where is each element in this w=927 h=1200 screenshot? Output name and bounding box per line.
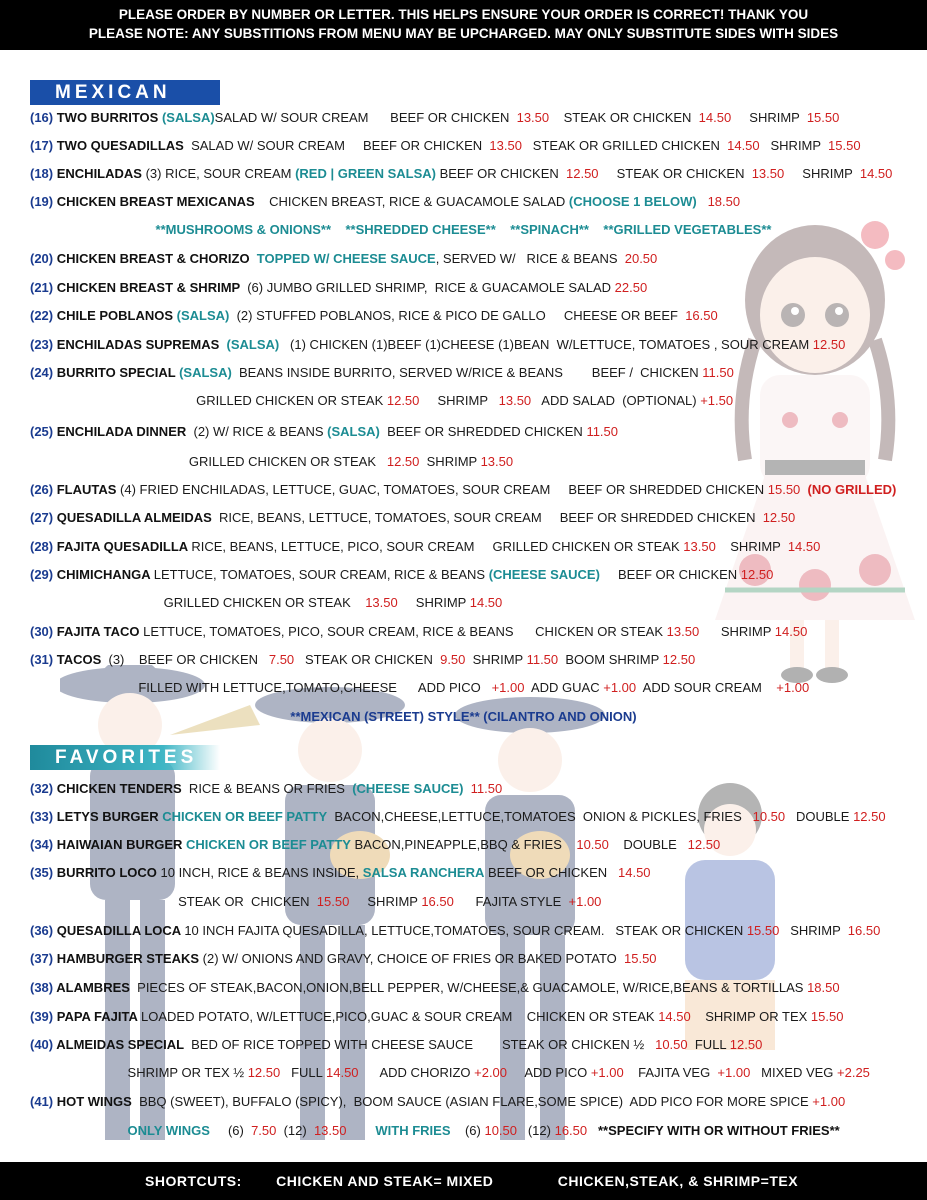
item-price: +1.00: [590, 1065, 624, 1080]
item-price: 10.50: [484, 1123, 518, 1138]
item-price: 12.50: [687, 837, 721, 852]
item-text: LETTUCE, TOMATOES, SOUR CREAM, RICE & BEANS: [153, 567, 489, 582]
item-number: (20): [30, 251, 54, 266]
item-price: 12.50: [386, 454, 420, 469]
item-text: DOUBLE: [608, 837, 688, 852]
menu-line: [30, 249, 657, 269]
item-text: SHRIMP: [419, 454, 481, 469]
item-price: 14.50: [658, 1009, 691, 1024]
item-name: BURRITO SPECIAL: [53, 365, 180, 380]
item-text: [697, 194, 708, 209]
item-price: +1.00: [776, 680, 810, 695]
item-text: GRILLED CHICKEN OR STEAK: [30, 595, 366, 610]
item-number: (25): [30, 424, 54, 439]
item-name: FLAUTAS: [53, 482, 121, 497]
item-number: (32): [30, 781, 54, 796]
item-text: RICE & BEANS OR FRIES: [185, 781, 353, 796]
item-text: FULL: [280, 1065, 326, 1080]
item-text: STEAK OR CHICKEN: [30, 894, 317, 909]
item-price: 14.50: [618, 865, 651, 880]
item-text: SHRIMP: [759, 138, 829, 153]
item-text: (4) FRIED ENCHILADAS, LETTUCE, GUAC, TOMATOES, SOUR CREAM BEEF OR SHREDDED CHICKEN: [120, 482, 768, 497]
item-option: (CHEESE SAUCE): [352, 781, 464, 796]
item-price: 12.50: [566, 166, 599, 181]
item-text: (6): [450, 1123, 485, 1138]
item-price: 20.50: [624, 251, 658, 266]
item-text: (3) RICE, SOUR CREAM: [145, 166, 296, 181]
item-price: 14.50: [774, 624, 808, 639]
item-price: +2.25: [837, 1065, 870, 1080]
menu-line: [30, 978, 840, 998]
menu-line: [30, 949, 657, 969]
item-number: (29): [30, 567, 54, 582]
item-price: 18.50: [807, 980, 840, 995]
item-text: RICE, BEANS, LETTUCE, PICO, SOUR CREAM GRILLED CHICKEN OR STEAK: [191, 539, 684, 554]
menu-line: [30, 650, 695, 670]
item-option: WITH FRIES: [375, 1123, 451, 1138]
item-price: 11.50: [702, 365, 734, 380]
item-text: SHRIMP OR TEX: [690, 1009, 811, 1024]
item-text: BACON,PINEAPPLE,BBQ & FRIES: [350, 837, 577, 852]
item-name: HOT WINGS: [53, 1094, 136, 1109]
item-name: CHICKEN TENDERS: [53, 781, 186, 796]
item-price: 12.50: [740, 567, 774, 582]
item-text: [587, 1123, 598, 1138]
item-name: QUESADILLA LOCA: [53, 923, 185, 938]
menu-line: [30, 278, 647, 298]
item-text: BEANS INSIDE BURRITO, SERVED W/RICE & BEANS BEEF / CHICKEN: [231, 365, 703, 380]
item-price: 10.50: [576, 837, 609, 852]
item-price: 13.50: [365, 595, 398, 610]
item-price: 13.50: [313, 1123, 347, 1138]
item-price: 12.50: [812, 337, 846, 352]
item-number: (38): [30, 980, 54, 995]
item-text: FAJITA VEG: [623, 1065, 718, 1080]
item-text: SALAD W/ SOUR CREAM BEEF OR CHICKEN: [187, 138, 490, 153]
item-number: (27): [30, 510, 54, 525]
item-number: (26): [30, 482, 54, 497]
menu-line: [30, 892, 601, 912]
notice-line-1: PLEASE ORDER BY NUMBER OR LETTER. THIS HELPS ENSURE YOUR ORDER IS CORRECT! THANK YOU: [118, 7, 809, 22]
item-text: GRILLED CHICKEN OR STEAK: [30, 393, 387, 408]
menu-line: [30, 335, 845, 355]
top-notice-bar: [0, 0, 927, 50]
menu-line: [30, 1092, 845, 1112]
item-text: [30, 1123, 128, 1138]
item-number: (22): [30, 308, 54, 323]
item-text: ADD SOUR CREAM: [636, 680, 777, 695]
section-header-favorites: FAVORITES: [30, 745, 220, 770]
item-price: 9.50: [440, 652, 466, 667]
item-text: PIECES OF STEAK,BACON,ONION,BELL PEPPER, W/CHEESE,& GUACAMOLE, W/RICE,BEANS & TORTILLAS: [133, 980, 808, 995]
item-price: 13.50: [516, 110, 550, 125]
item-text: ADD CHORIZO: [358, 1065, 475, 1080]
item-price: 11.50: [586, 424, 619, 439]
item-price: 7.50: [251, 1123, 277, 1138]
item-number: (41): [30, 1094, 54, 1109]
item-text: SHRIMP: [779, 923, 848, 938]
item-number: (30): [30, 624, 54, 639]
item-price: 16.50: [685, 308, 718, 323]
item-option: (CHOOSE 1 BELOW): [568, 194, 697, 209]
item-price: 16.50: [554, 1123, 588, 1138]
item-price: 15.50: [810, 1009, 844, 1024]
item-option: (SALSA): [222, 337, 280, 352]
item-name: **SPECIFY WITH OR WITHOUT FRIES**: [597, 1123, 840, 1138]
item-name: ALAMBRES: [53, 980, 134, 995]
item-text: [347, 1123, 376, 1138]
item-price: 12.50: [729, 1037, 763, 1052]
item-text: (2) STUFFED POBLANOS, RICE & PICO DE GALLO CHEESE OR BEEF: [229, 308, 686, 323]
item-name: TACOS: [53, 652, 105, 667]
item-number: (28): [30, 539, 54, 554]
shortcuts-label: SHORTCUTS:: [145, 1173, 242, 1189]
item-price: 10.50: [752, 809, 786, 824]
item-text: STEAK OR CHICKEN: [549, 110, 699, 125]
menu-line: [30, 537, 820, 557]
item-option: (RED | GREEN SALSA): [295, 166, 436, 181]
item-name: LETYS BURGER: [53, 809, 163, 824]
item-price: +1.00: [603, 680, 637, 695]
menu-line: [30, 1121, 840, 1141]
item-name: HAIWAIAN BURGER: [53, 837, 187, 852]
item-option: (SALSA): [161, 110, 215, 125]
item-text: GRILLED CHICKEN OR STEAK: [30, 454, 387, 469]
menu-line: [30, 391, 733, 411]
item-name: ENCHILADA DINNER: [53, 424, 190, 439]
item-text: SHRIMP: [349, 894, 422, 909]
item-price: 15.50: [828, 138, 861, 153]
item-price: 13.50: [498, 393, 532, 408]
item-name: CHILE POBLANOS: [53, 308, 177, 323]
item-number: (39): [30, 1009, 54, 1024]
notice-line-2: PLEASE NOTE: ANY SUBSTITIONS FROM MENU MAY BE UPCHARGED. MAY ONLY SUBSTITUTE SIDES WITH SIDES: [88, 26, 839, 41]
item-text: SHRIMP OR TEX ½: [30, 1065, 248, 1080]
item-price: 12.50: [662, 652, 696, 667]
item-text: SHRIMP: [699, 624, 775, 639]
mariachi-illustration: [60, 665, 780, 1160]
item-text: SALAD W/ SOUR CREAM BEEF OR CHICKEN: [214, 110, 517, 125]
item-price: 15.50: [624, 951, 657, 966]
menu-line: [30, 593, 502, 613]
item-price: +1.00: [568, 894, 602, 909]
item-text: ADD PICO: [507, 1065, 591, 1080]
item-text: BEEF OR CHICKEN: [599, 567, 741, 582]
item-text: LOADED POTATO, W/LETTUCE,PICO,GUAC & SOUR CREAM CHICKEN OR STEAK: [141, 1009, 659, 1024]
item-option: ONLY WINGS: [127, 1123, 210, 1138]
item-price: +1.00: [491, 680, 525, 695]
item-price: 13.50: [480, 454, 514, 469]
item-text: (12): [276, 1123, 314, 1138]
item-text: (1) CHICKEN (1)BEEF (1)CHEESE (1)BEAN W/LETTUCE, TOMATOES , SOUR CREAM: [279, 337, 813, 352]
menu-line: [30, 306, 718, 326]
menu-line: [30, 807, 886, 827]
menu-line: [30, 921, 880, 941]
menu-line: [30, 192, 740, 212]
item-option: (SALSA): [176, 308, 230, 323]
item-number: (40): [30, 1037, 54, 1052]
item-price: 14.50: [698, 110, 732, 125]
item-price: 14.50: [859, 166, 893, 181]
item-text: ADD SALAD (OPTIONAL): [531, 393, 701, 408]
item-text: (3) BEEF OR CHICKEN: [104, 652, 269, 667]
item-text: (6) JUMBO GRILLED SHRIMP, RICE & GUACAMOLE SALAD: [243, 280, 615, 295]
item-number: (16): [30, 110, 54, 125]
item-text: (12): [517, 1123, 555, 1138]
item-text: SHRIMP: [715, 539, 788, 554]
item-text: SHRIMP: [731, 110, 807, 125]
item-name: ENCHILADAS: [53, 166, 146, 181]
item-price: 15.50: [806, 110, 840, 125]
item-text: LETTUCE, TOMATOES, PICO, SOUR CREAM, RICE & BEANS CHICKEN OR STEAK: [143, 624, 667, 639]
item-text: BACON,CHEESE,LETTUCE,TOMATOES ONION & PICKLES, FRIES: [327, 809, 753, 824]
menu-line: [30, 508, 795, 528]
menu-line: [30, 622, 807, 642]
item-text: 10 INCH FAJITA QUESADILLA, LETTUCE,TOMATOES, SOUR CREAM. STEAK OR CHICKEN: [184, 923, 747, 938]
item-number: (24): [30, 365, 54, 380]
item-text: SHRIMP: [465, 652, 527, 667]
menu-line: [30, 480, 896, 500]
item-name: QUESADILLA ALMEIDAS: [53, 510, 216, 525]
item-price: 13.50: [751, 166, 785, 181]
item-number: (17): [30, 138, 54, 153]
shortcut-tex: CHICKEN,STEAK, & SHRIMP=TEX: [557, 1173, 799, 1189]
item-number: (36): [30, 923, 54, 938]
menu-line: [30, 422, 618, 442]
item-text: STEAK OR GRILLED CHICKEN: [521, 138, 728, 153]
menu-line: [30, 164, 892, 184]
item-price: +1.50: [700, 393, 734, 408]
menu-line: [30, 678, 809, 698]
item-text: MIXED VEG: [750, 1065, 838, 1080]
item-price: (NO GRILLED): [807, 482, 897, 497]
item-name: BURRITO LOCO: [53, 865, 161, 880]
item-name: ALMEIDAS SPECIAL: [53, 1037, 188, 1052]
item-text: (2) W/ RICE & BEANS: [189, 424, 328, 439]
item-number: (35): [30, 865, 54, 880]
item-price: 16.50: [421, 894, 454, 909]
item-name: CHIMICHANGA: [53, 567, 154, 582]
item-text: BEEF OR CHICKEN: [435, 166, 566, 181]
menu-line: [30, 1063, 870, 1083]
item-text: BEEF OR CHICKEN: [484, 865, 618, 880]
item-name: PAPA FAJITA: [53, 1009, 142, 1024]
item-price: 12.50: [853, 809, 886, 824]
item-text: FULL: [687, 1037, 730, 1052]
section-header-mexican: MEXICAN: [30, 80, 220, 105]
item-option: TOPPED W/ CHEESE SAUCE: [253, 251, 436, 266]
item-text: CHICKEN BREAST, RICE & GUACAMOLE SALAD: [258, 194, 569, 209]
item-name: FAJITA QUESADILLA: [53, 539, 192, 554]
item-text: DOUBLE: [785, 809, 854, 824]
menu-line: [0, 707, 927, 727]
item-price: 14.50: [727, 138, 760, 153]
item-price: 15.50: [746, 923, 780, 938]
menu-line: [30, 363, 734, 383]
item-text: STEAK OR CHICKEN: [294, 652, 441, 667]
item-text: BEEF OR SHREDDED CHICKEN: [379, 424, 587, 439]
item-number: (19): [30, 194, 54, 209]
item-text: FAJITA STYLE: [453, 894, 569, 909]
item-text: (6): [209, 1123, 252, 1138]
item-number: (21): [30, 280, 54, 295]
item-name: ENCHILADAS SUPREMAS: [53, 337, 223, 352]
menu-line: [30, 779, 502, 799]
item-text: BED OF RICE TOPPED WITH CHEESE SAUCE STEAK OR CHICKEN ½: [187, 1037, 656, 1052]
item-text: BBQ (SWEET), BUFFALO (SPICY), BOOM SAUCE (ASIAN FLARE,SOME SPICE) ADD PICO FOR MORE SPICE: [135, 1094, 813, 1109]
item-text: SHRIMP: [419, 393, 499, 408]
item-text: STEAK OR CHICKEN: [598, 166, 752, 181]
item-price: 14.50: [787, 539, 821, 554]
item-price: +2.00: [474, 1065, 508, 1080]
item-text: , SERVED W/ RICE & BEANS: [435, 251, 625, 266]
item-option: (CHEESE SAUCE): [488, 567, 600, 582]
menu-line: [0, 220, 927, 240]
item-number: (34): [30, 837, 54, 852]
item-text: [800, 482, 807, 497]
item-price: 14.50: [469, 595, 503, 610]
shortcut-mixed: CHICKEN AND STEAK= MIXED: [276, 1173, 494, 1189]
item-price: 11.50: [526, 652, 559, 667]
menu-line: [30, 863, 651, 883]
item-option: SALSA RANCHERA: [362, 865, 485, 880]
item-option: CHICKEN OR BEEF PATTY: [186, 837, 351, 852]
item-price: 7.50: [268, 652, 295, 667]
menu-line: [30, 565, 773, 585]
menu-line: [30, 452, 513, 472]
shortcuts-bar: [0, 1162, 927, 1200]
menu-line: [30, 835, 720, 855]
menu-line: [30, 1007, 843, 1027]
item-name: HAMBURGER STEAKS: [53, 951, 203, 966]
item-name: TWO QUESADILLAS: [53, 138, 188, 153]
item-name: TWO BURRITOS: [53, 110, 162, 125]
item-price: 15.50: [767, 482, 801, 497]
item-number: (37): [30, 951, 54, 966]
item-name: CHICKEN BREAST & SHRIMP: [53, 280, 244, 295]
item-price: 18.50: [707, 194, 741, 209]
item-name: CHICKEN BREAST MEXICANAS: [53, 194, 259, 209]
item-text: SHRIMP: [784, 166, 860, 181]
item-text: 10 INCH, RICE & BEANS INSIDE,: [160, 865, 363, 880]
item-price: 11.50: [470, 781, 503, 796]
menu-line: [30, 1035, 762, 1055]
item-price: 22.50: [614, 280, 648, 295]
item-text: BOOM SHRIMP: [558, 652, 663, 667]
item-price: 14.50: [326, 1065, 359, 1080]
item-price: 12.50: [386, 393, 420, 408]
item-price: 12.50: [762, 510, 796, 525]
item-text: (2) W/ ONIONS AND GRAVY, CHOICE OF FRIES OR BAKED POTATO: [202, 951, 624, 966]
item-price: 10.50: [655, 1037, 688, 1052]
item-price: 13.50: [683, 539, 716, 554]
item-text: SHRIMP: [397, 595, 470, 610]
item-price: 13.50: [666, 624, 700, 639]
menu-line: [30, 108, 839, 128]
item-price: 15.50: [316, 894, 350, 909]
item-text: RICE, BEANS, LETTUCE, TOMATOES, SOUR CREAM BEEF OR SHREDDED CHICKEN: [215, 510, 763, 525]
item-text: ADD GUAC: [524, 680, 604, 695]
item-number: (23): [30, 337, 54, 352]
item-price: 13.50: [489, 138, 522, 153]
item-number: (31): [30, 652, 54, 667]
item-price: 12.50: [247, 1065, 281, 1080]
item-price: 16.50: [847, 923, 881, 938]
item-text: **MUSHROOMS & ONIONS** **SHREDDED CHEESE** **SPINACH** **GRILLED VEGETABLES**: [155, 222, 772, 237]
item-option: (SALSA): [327, 424, 380, 439]
item-text: **MEXICAN (STREET) STYLE** (CILANTRO AND ONION): [290, 709, 637, 724]
item-text: FILLED WITH LETTUCE,TOMATO,CHEESE ADD PICO: [30, 680, 492, 695]
item-option: (SALSA): [179, 365, 232, 380]
item-text: [463, 781, 470, 796]
item-name: FAJITA TACO: [53, 624, 144, 639]
item-price: +1.00: [717, 1065, 751, 1080]
item-option: CHICKEN OR BEEF PATTY: [162, 809, 328, 824]
item-name: CHICKEN BREAST & CHORIZO: [53, 251, 254, 266]
item-number: (33): [30, 809, 54, 824]
menu-line: [30, 136, 861, 156]
item-number: (18): [30, 166, 54, 181]
item-price: +1.00: [812, 1094, 846, 1109]
